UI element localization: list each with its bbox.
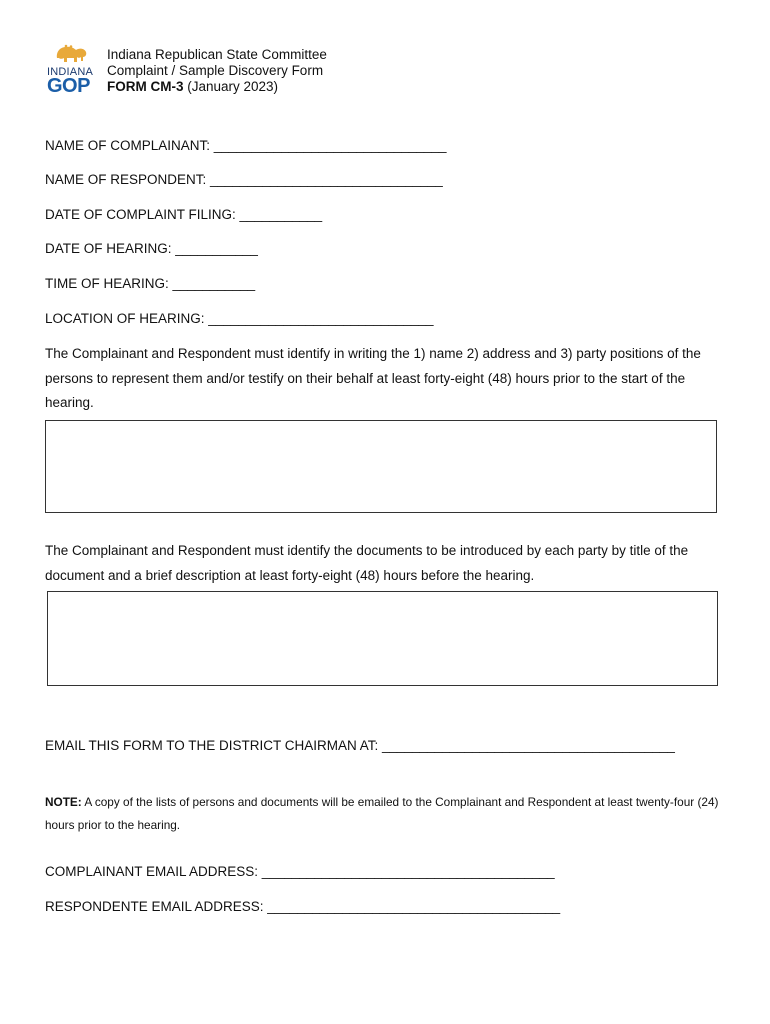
- persons-list-box[interactable]: [45, 420, 717, 513]
- district-chairman-email-field[interactable]: EMAIL THIS FORM TO THE DISTRICT CHAIRMAN AT: _______________________________________: [45, 738, 675, 753]
- hearing-location-field[interactable]: LOCATION OF HEARING: ______________________________: [45, 311, 434, 326]
- respondent-email-field[interactable]: RESPONDENTE EMAIL ADDRESS: _______________________________________: [45, 899, 561, 914]
- hearing-date-field[interactable]: DATE OF HEARING: ___________: [45, 241, 258, 256]
- form-date: (January 2023): [183, 79, 279, 94]
- complainant-email-field[interactable]: COMPLAINANT EMAIL ADDRESS: _______________________________________: [45, 864, 555, 879]
- logo-gop-text: GOP: [47, 75, 90, 97]
- note-label: NOTE:: [45, 795, 82, 809]
- logo-indiana-text: INDIANA: [47, 66, 94, 78]
- hearing-time-field[interactable]: TIME OF HEARING: ___________: [45, 276, 256, 291]
- filing-date-field[interactable]: DATE OF COMPLAINT FILING: ___________: [45, 207, 323, 222]
- committee-name: Indiana Republican State Committee: [107, 47, 327, 62]
- form-title: Complaint / Sample Discovery Form: [107, 63, 324, 78]
- note-body: A copy of the lists of persons and documents will be emailed to the Complainant and Respondent at least twenty-four (24) hours prior to the hearing.: [45, 795, 719, 832]
- note-text: [45, 791, 735, 836]
- form-id-line: [107, 79, 327, 95]
- complainant-name-field[interactable]: NAME OF COMPLAINANT: _______________________________: [45, 138, 447, 153]
- documents-instructions: The Complainant and Respondent must identify the documents to be introduced by each party by title of the document and a brief description at least forty-eight (48) hours before the hearing.: [45, 543, 689, 583]
- persons-instructions: The Complainant and Respondent must identify in writing the 1) name 2) address and 3) party positions of the persons to represent them and/or testify on their behalf at least forty-eight (48) hours prior to the start of the hearing.: [45, 346, 701, 410]
- form-header: [107, 47, 327, 95]
- indiana-gop-logo: [46, 44, 96, 96]
- form-id: FORM CM-3: [107, 79, 184, 94]
- documents-list-box[interactable]: [47, 591, 718, 686]
- respondent-name-field[interactable]: NAME OF RESPONDENT: _______________________________: [45, 172, 443, 187]
- elephant-icon: [54, 44, 88, 66]
